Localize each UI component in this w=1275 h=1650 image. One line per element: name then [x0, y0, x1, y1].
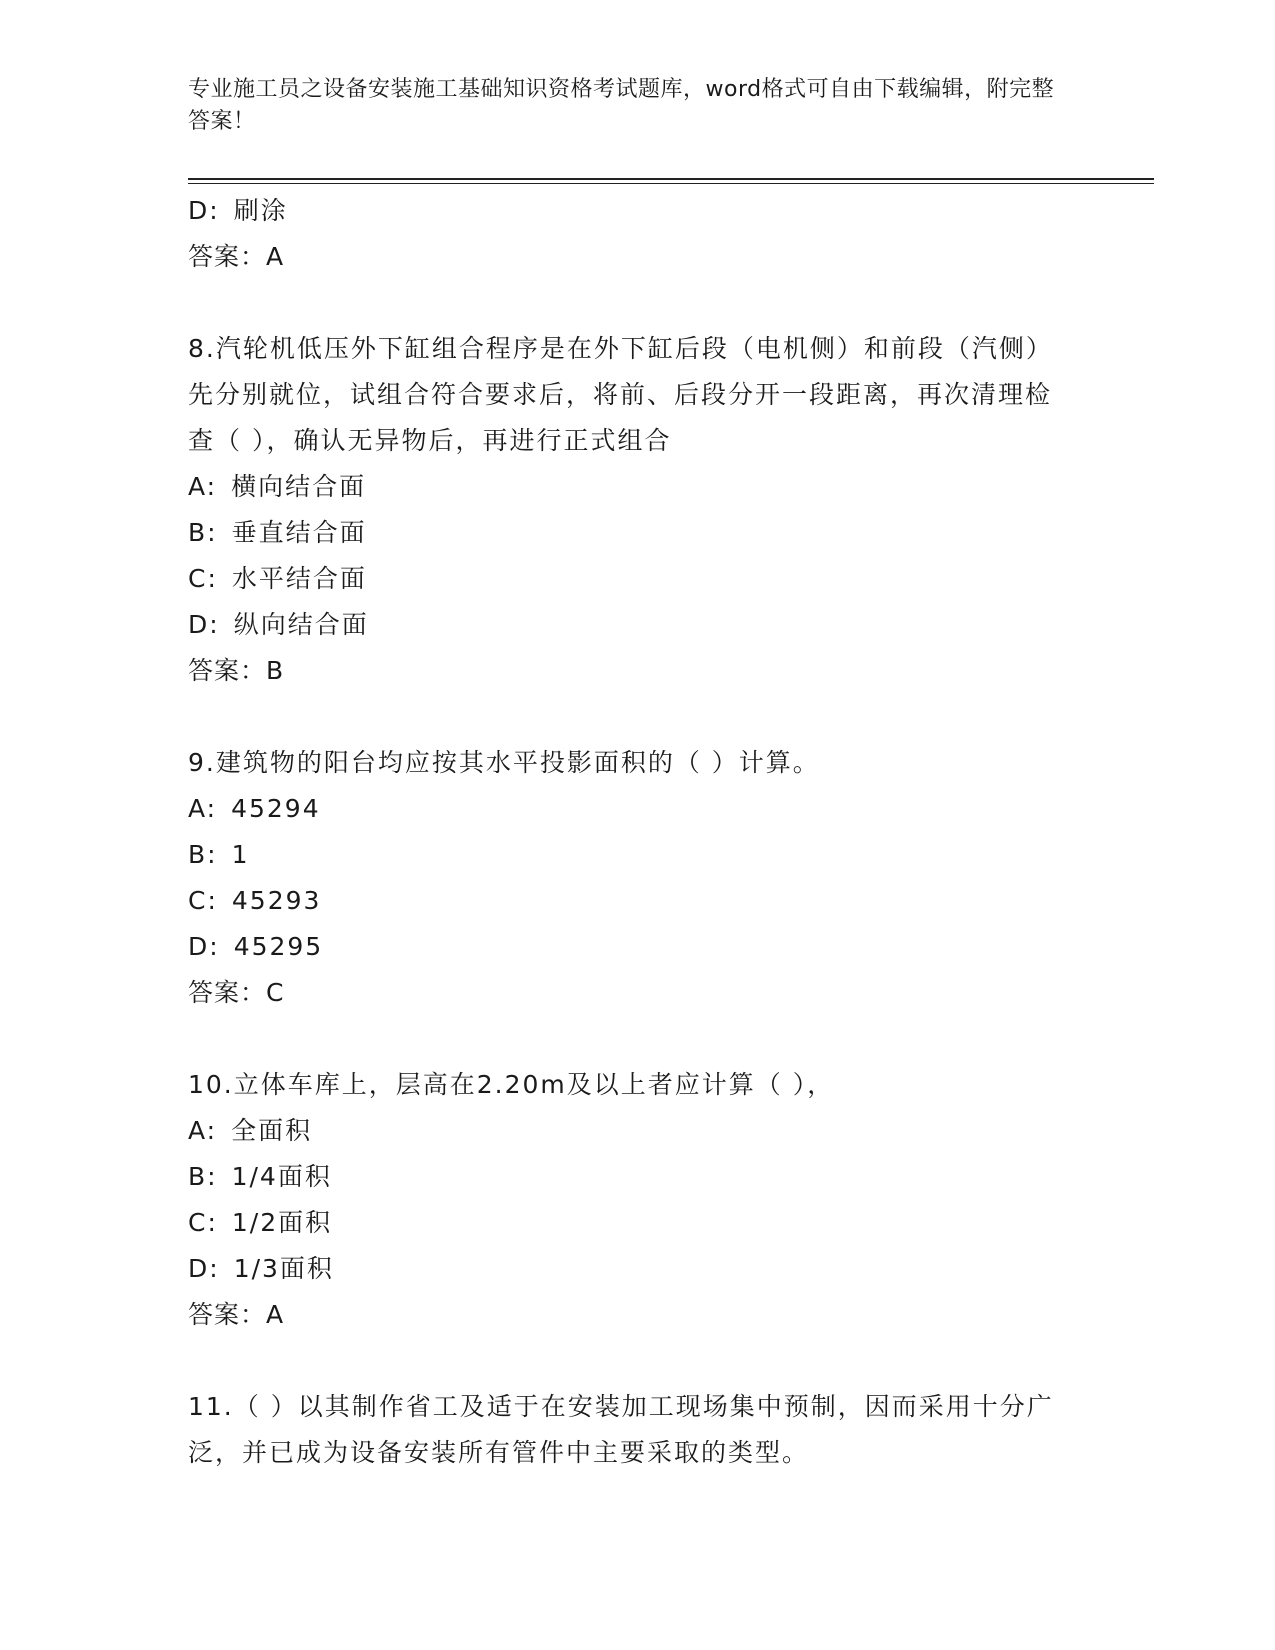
header-title: 专业施工员之设备安装施工基础知识资格考试题库，word格式可自由下载编辑，附完整答案！	[188, 77, 1055, 134]
option-text: 全面积	[231, 1116, 313, 1145]
question-text: 9.建筑物的阳台均应按其水平投影面积的（ ）计算。	[188, 748, 820, 777]
option-b	[188, 510, 1068, 556]
option-key: C:	[188, 1208, 218, 1237]
option-key: C:	[188, 886, 218, 915]
option-text: 45293	[231, 886, 322, 915]
question-8	[188, 326, 1068, 694]
option-key: A:	[188, 1116, 218, 1145]
option-d	[188, 924, 1068, 970]
answer-line: 答案：C	[188, 978, 285, 1007]
question-text: 10.立体车库上，层高在2.20m及以上者应计算（ ），	[188, 1070, 835, 1099]
option-c	[188, 1200, 1068, 1246]
option-d	[188, 188, 1068, 234]
option-text: 垂直结合面	[231, 518, 367, 547]
option-a	[188, 1108, 1068, 1154]
option-text: 水平结合面	[231, 564, 367, 593]
option-c	[188, 556, 1068, 602]
option-text: 刷涂	[233, 196, 288, 225]
previous-question-tail	[188, 188, 1068, 280]
option-text: 1	[231, 840, 250, 869]
option-key: B:	[188, 840, 218, 869]
option-key: B:	[188, 518, 218, 547]
option-key: C:	[188, 564, 218, 593]
question-text: 8.汽轮机低压外下缸组合程序是在外下缸后段（电机侧）和前段（汽侧）先分别就位，试组合符合要求后，将前、后段分开一段距离，再次清理检查（ ），确认无异物后，再进行正式组合	[188, 334, 1053, 455]
answer-line: 答案：A	[188, 242, 285, 271]
option-text: 纵向结合面	[233, 610, 369, 639]
option-text: 45294	[231, 794, 321, 823]
option-a	[188, 786, 1068, 832]
option-key: D:	[188, 932, 220, 961]
option-b	[188, 832, 1068, 878]
answer-line: 答案：B	[188, 656, 285, 685]
option-key: A:	[188, 794, 218, 823]
option-key: B:	[188, 1162, 218, 1191]
option-a	[188, 464, 1068, 510]
question-11	[188, 1384, 1068, 1476]
option-b	[188, 1154, 1068, 1200]
header-divider-thick	[188, 178, 1154, 180]
header-divider-thin	[188, 183, 1154, 184]
exam-content	[188, 188, 1068, 1476]
option-key: D:	[188, 610, 220, 639]
option-text: 1/2面积	[231, 1208, 333, 1237]
option-text: 横向结合面	[231, 472, 367, 501]
option-key: D:	[188, 196, 220, 225]
option-key: D:	[188, 1254, 220, 1283]
option-d	[188, 1246, 1068, 1292]
question-10	[188, 1062, 1068, 1338]
option-d	[188, 602, 1068, 648]
option-text: 1/4面积	[231, 1162, 332, 1191]
option-text: 45295	[233, 932, 324, 961]
question-9	[188, 740, 1068, 1016]
option-text: 1/3面积	[233, 1254, 334, 1283]
option-key: A:	[188, 472, 218, 501]
option-c	[188, 878, 1068, 924]
document-header	[188, 74, 1068, 138]
answer-line: 答案：A	[188, 1300, 285, 1329]
question-text: 11.（ ）以其制作省工及适于在安装加工现场集中预制，因而采用十分广泛，并已成为设备安装所有管件中主要采取的类型。	[188, 1392, 1054, 1467]
